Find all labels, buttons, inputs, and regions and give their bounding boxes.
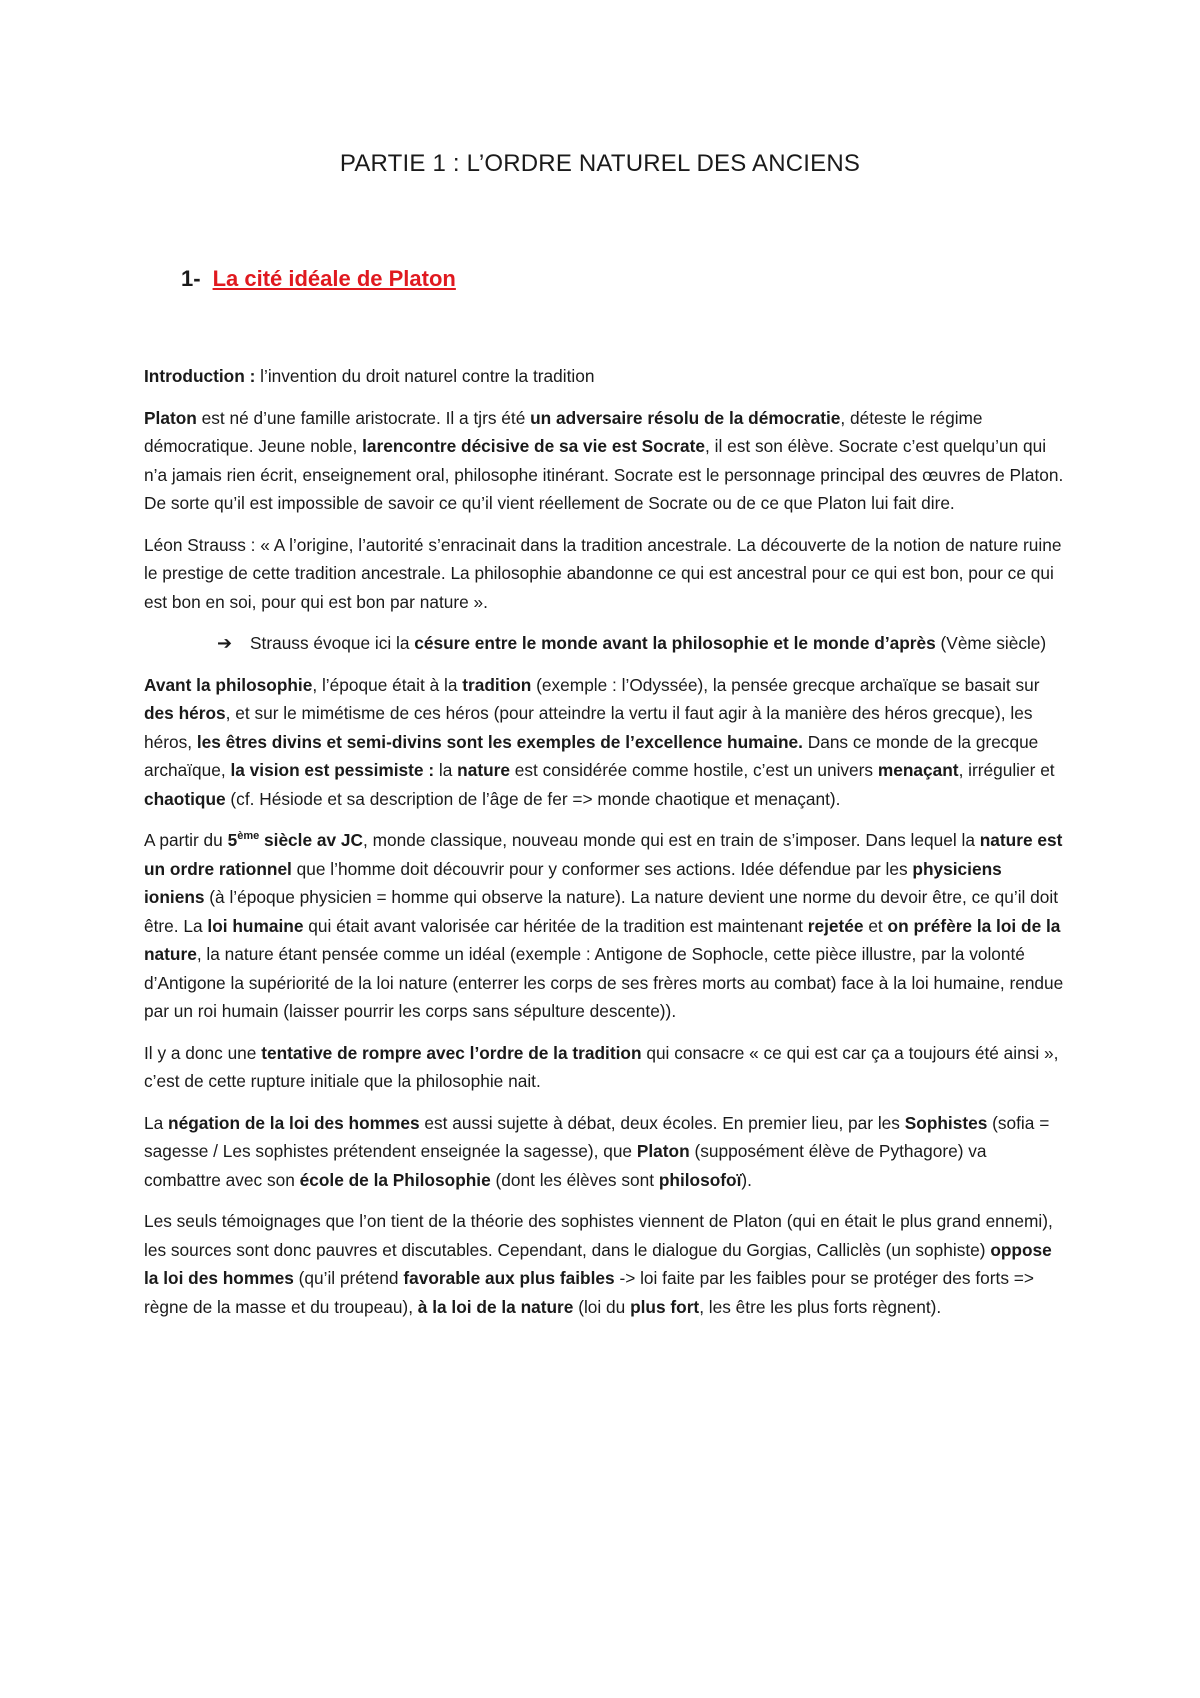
text-run: (cf. Hésiode et sa description de l’âge de fer => monde chaotique et menaçant). <box>225 788 841 809</box>
text-run: (dont les élèves sont <box>490 1169 659 1190</box>
text-run: Les seuls témoignages que l’on tient de la théorie des sophistes viennent de Platon (qui en était le plus grand ennemi), les sources sont donc pauvres et discutables. Cependant, dans le dialogue du Gorgias, Calliclès (un sophiste) <box>144 1211 1053 1260</box>
bold-text: favorable aux plus faibles <box>403 1268 615 1288</box>
paragraph <box>144 671 1064 814</box>
bold-text: Sophistes <box>904 1112 988 1133</box>
bold-text: tradition <box>462 674 532 695</box>
bold-text: nature est un ordre rationnel <box>144 830 1063 879</box>
bold-text: larencontre décisive de sa vie est Socrate <box>362 436 706 456</box>
bold-text: loi humaine <box>207 915 304 936</box>
bold-text: la vision est pessimiste : <box>230 760 435 780</box>
text-run: la <box>434 760 458 780</box>
bold-text: on préfère la loi de la nature <box>144 915 1061 964</box>
text-run: Il y a donc une <box>144 1042 262 1063</box>
text-run: qui était avant valorisée car héritée de la tradition est maintenant <box>303 915 808 936</box>
document-body <box>144 362 1064 1334</box>
bold-text: à la loi de la nature <box>417 1296 574 1317</box>
text-run: (supposément élève de Pythagore) va combattre avec son <box>144 1141 987 1190</box>
text-run: qui consacre « ce qui est car ça a toujours été ainsi », c’est de cette rupture initiale que la philosophie nait. <box>144 1042 1059 1091</box>
page-title: PARTIE 1 : L’ORDRE NATUREL DES ANCIENS <box>339 150 861 177</box>
paragraph <box>144 362 1064 391</box>
text-run: , il est son élève. Socrate c’est quelqu’un qui n’a jamais rien écrit, enseignement oral, philosophe itinérant. Socrate est le personnage principal des œuvres de Platon. De sorte qu’il est impossible de savoir ce qu’il vient réellement de Socrate ou de ce que Platon lui fait dire. <box>144 436 1064 513</box>
text-run: , monde classique, nouveau monde qui est en train de s’imposer. Dans lequel la <box>363 830 980 850</box>
text-run: est considérée comme hostile, c’est un univers <box>509 760 878 780</box>
bold-text: un adversaire résolu de la démocratie <box>530 407 841 428</box>
text-run: , la nature étant pensée comme un idéal (exemple : Antigone de Sophocle, cette pièce illustre, par la volonté d’Antigone la supériorité de la loi nature (enterrer les corps de ses frères morts au combat) face à la loi humaine, rendue par un roi humain (laisser pourrir les corps sans sépulture descente)). <box>144 944 1064 1021</box>
bold-text: menaçant <box>877 760 959 780</box>
text-run: , irrégulier et <box>958 760 1055 780</box>
bold-text: les êtres divins et semi-divins sont les exemples de l’excellence humaine. <box>196 731 803 752</box>
bold-text: école de la Philosophie <box>299 1169 491 1190</box>
text-run: et <box>863 915 888 936</box>
text-run: La <box>144 1112 169 1133</box>
text-run: , les être les plus forts règnent). <box>699 1296 942 1317</box>
text-run: (sofia = sagesse / Les sophistes prétendent enseignée la sagesse), que <box>144 1112 1050 1161</box>
text-run: (exemple : l’Odyssée), la pensée grecque archaïque se basait sur <box>531 674 1040 695</box>
bold-text: nature <box>457 760 510 780</box>
text-run: Léon Strauss : « A l’origine, l’autorité s’enracinait dans la tradition ancestrale. La découverte de la notion de nature ruine le prestige de cette tradition ancestrale. La philosophie abandonne ce qui est ancestral pour ce qui est bon, pour ce qui est bon en soi, pour qui est bon par nature ». <box>144 534 1062 612</box>
text-run: , déteste le régime démocratique. Jeune noble, <box>144 407 983 456</box>
arrow-bullet-icon: ➔ <box>217 633 233 653</box>
bold-text: Platon <box>636 1141 690 1161</box>
bold-text: césure entre le monde avant la philosophie et le monde d’après <box>414 633 936 653</box>
text-run: (qu’il prétend <box>293 1268 404 1288</box>
paragraph <box>144 1207 1064 1321</box>
text-run: (à l’époque physicien = homme qui observe la nature). La nature devient une norme du devoir être, ce qu’il doit être. La <box>144 887 1059 936</box>
bold-text: plus fort <box>630 1296 700 1317</box>
bold-text: rejetée <box>807 915 864 936</box>
section-title-link[interactable]: La cité idéale de Platon <box>212 266 456 291</box>
text-run: A partir du <box>144 830 228 850</box>
paragraph <box>144 531 1064 617</box>
text-run: l’invention du droit naturel contre la tradition <box>255 366 595 386</box>
bold-text: oppose la loi des hommes <box>144 1239 1052 1288</box>
bold-text: philosofoï <box>658 1169 742 1190</box>
bold-text: Introduction : <box>144 366 256 386</box>
text-run: est né d’une famille aristocrate. Il a tjrs été <box>196 407 531 428</box>
bold-text: physiciens ioniens <box>144 858 1002 907</box>
bold-text: Platon <box>144 407 197 428</box>
paragraph <box>144 404 1064 518</box>
bold-text: négation de la loi des hommes <box>168 1112 420 1133</box>
text-run: , et sur le mimétisme de ces héros (pour atteindre la vertu il faut agir à la manière des héros grecque), les héros, <box>144 703 1033 752</box>
bold-text: 5 <box>227 830 238 850</box>
bullet-paragraph <box>144 629 1064 658</box>
text-run: (Vème siècle) <box>935 633 1047 653</box>
text-run: Strauss évoque ici la <box>250 633 415 653</box>
section-heading <box>181 266 456 292</box>
text-run: , l’époque était à la <box>312 674 463 695</box>
section-number: 1- <box>181 266 201 291</box>
paragraph <box>144 826 1064 1026</box>
bold-text: chaotique <box>144 788 226 809</box>
bold-text: tentative de rompre avec l’ordre de la tradition <box>261 1042 642 1063</box>
text-run: (loi du <box>573 1296 631 1317</box>
text-run: que l’homme doit découvrir pour y conformer ses actions. Idée défendue par les <box>291 858 913 879</box>
paragraph <box>144 1039 1064 1096</box>
paragraph <box>144 1109 1064 1195</box>
text-run: ). <box>741 1169 752 1190</box>
bold-text: Avant la philosophie <box>144 674 313 695</box>
superscript-text: ème <box>237 830 260 843</box>
bold-text: siècle av JC <box>259 830 363 850</box>
text-run: Dans ce monde de la grecque archaïque, <box>144 731 1039 780</box>
text-run: est aussi sujette à débat, deux écoles. En premier lieu, par les <box>419 1112 905 1133</box>
bold-text: des héros <box>144 703 226 723</box>
text-run: -> loi faite par les faibles pour se protéger des forts => règne de la masse et du troupeau), <box>144 1268 1034 1317</box>
